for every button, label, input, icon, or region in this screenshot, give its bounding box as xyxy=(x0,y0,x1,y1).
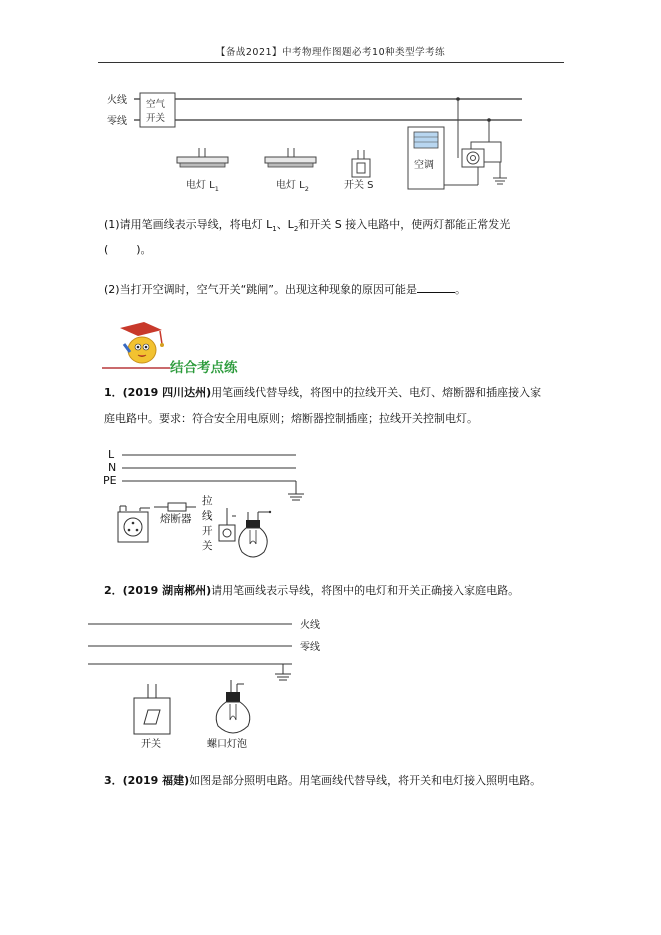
page-header-title: 【备战2021】中考物理作图题必考10种类型学考练 xyxy=(215,47,446,58)
ac-socket xyxy=(444,97,507,185)
answer-blank[interactable] xyxy=(417,282,455,293)
lamp-l2 xyxy=(265,148,316,167)
fuse xyxy=(154,503,196,511)
pull-switch-char-2: 线 xyxy=(202,510,213,522)
problem-1: 1．(2019 四川达州)用笔画线代替导线，将图中的拉线开关、电灯、熔断器和插座接入家 xyxy=(104,386,542,399)
top-circuit-figure xyxy=(0,0,661,200)
question-1-answer-paren: ( )。 xyxy=(104,243,152,256)
lamp-l2-label: 电灯 $L_2$ xyxy=(276,180,309,193)
switch-s-label: 开关 S xyxy=(344,180,374,191)
problem-1-figure xyxy=(100,446,320,566)
L-label: L xyxy=(108,448,115,461)
lamp-l1 xyxy=(177,148,228,167)
air-conditioner xyxy=(408,127,444,189)
pull-switch-char-3: 开 xyxy=(202,525,213,537)
p2-switch xyxy=(134,684,170,734)
p2-bulb-icon xyxy=(216,680,250,733)
p2-bulb-label: 螺口灯泡 xyxy=(207,739,247,750)
switch-s xyxy=(352,150,370,177)
problem-2-figure xyxy=(88,612,358,762)
PE-label: PE xyxy=(103,474,117,487)
fuse-label: 熔断器 xyxy=(160,513,192,525)
socket xyxy=(118,506,150,542)
problem-3: 3．(2019 福建)如图是部分照明电路。用笔画线代替导线，将开关和电灯接入照明电路。 xyxy=(104,774,542,787)
problem-2: 2．(2019 湖南郴州)请用笔画线表示导线，将图中的电灯和开关正确接入家庭电路。 xyxy=(104,584,520,597)
N-label: N xyxy=(108,461,117,474)
pull-switch-char-4: 关 xyxy=(202,540,213,552)
section-title: 结合考点练 xyxy=(170,360,238,376)
neutral-line-label: 零线 xyxy=(107,116,127,127)
problem-1-line2: 庭电路中。要求：符合安全用电原则；熔断器控制插座；拉线开关控制电灯。 xyxy=(104,412,478,425)
p2-neutral-line-label: 零线 xyxy=(300,642,320,653)
pull-switch xyxy=(219,508,236,541)
pull-switch-char-1: 拉 xyxy=(202,495,213,507)
p2-fire-line-label: 火线 xyxy=(300,620,320,631)
ac-label: 空调 xyxy=(414,160,434,171)
question-2: (2)当打开空调时，空气开关“跳闸”。出现这种现象的原因可能是 。 xyxy=(104,283,466,296)
question-1: (1)请用笔画线表示导线，将电灯 $L_1$、$L_2$和开关 S 接入电路中，使两灯都能正常发光 xyxy=(104,218,511,234)
lamp-l1-label: 电灯 $L_1$ xyxy=(186,180,219,193)
fire-line-label: 火线 xyxy=(107,95,127,106)
air-switch-label-2: 开关 xyxy=(146,113,166,124)
p2-switch-label: 开关 xyxy=(141,739,161,750)
section-mascot-icon xyxy=(102,322,172,372)
air-switch-label-1: 空气 xyxy=(146,99,166,110)
bulb-icon xyxy=(239,511,271,557)
